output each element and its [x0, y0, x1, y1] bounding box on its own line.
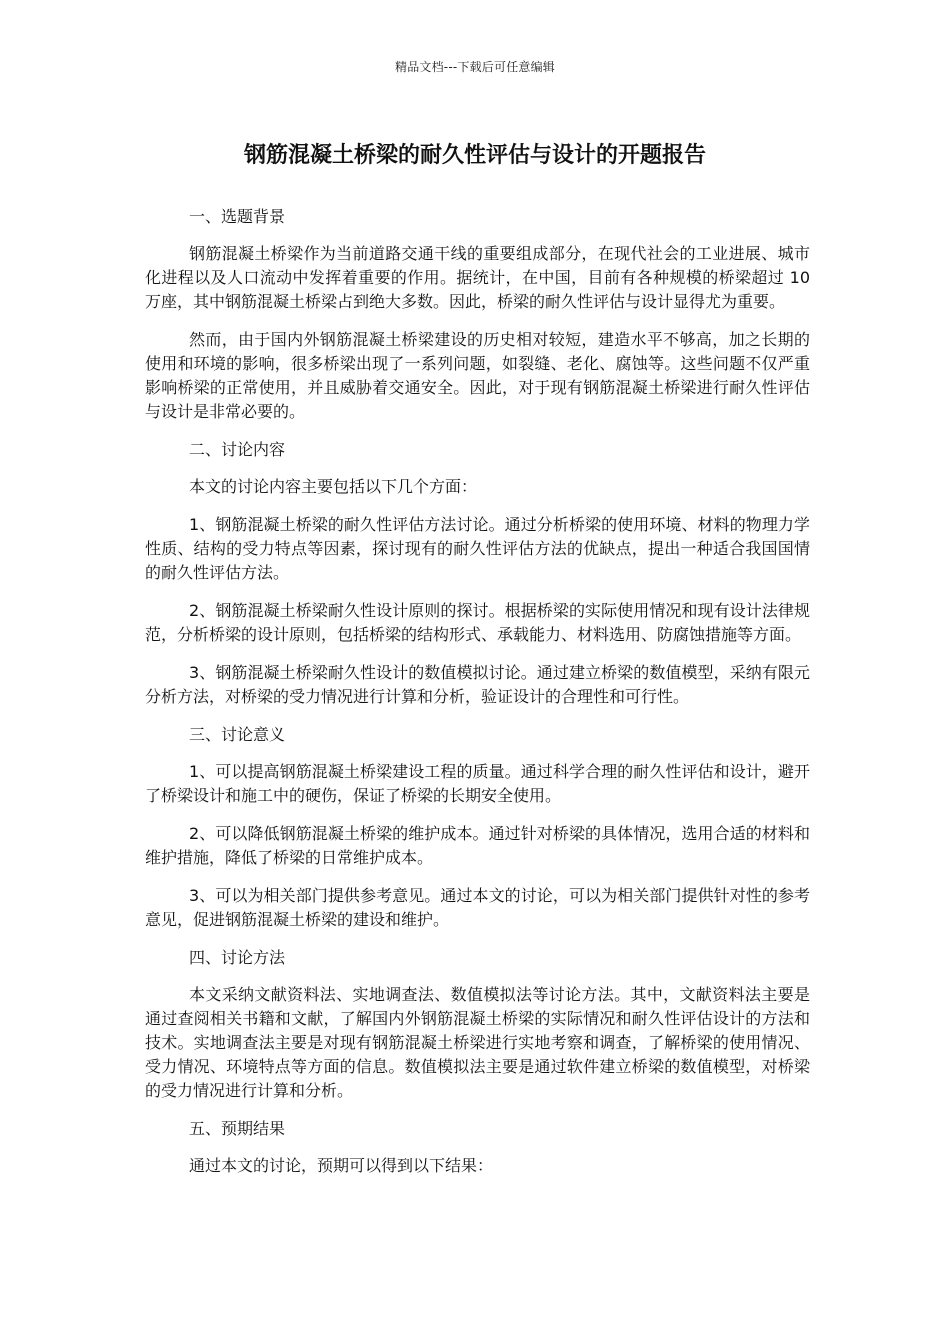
- paragraph: 本文采纳文献资料法、实地调查法、数值模拟法等讨论方法。其中，文献资料法主要是通过查阅相关书籍和文献，了解国内外钢筋混凝土桥梁的实际情况和耐久性评估设计的方法和技术。实地调查法主要是对现有钢筋混凝土桥梁进行实地考察和调查，了解桥梁的使用情况、受力情况、环境特点等方面的信息。数值模拟法主要是通过软件建立桥梁的数值模型，对桥梁的受力情况进行计算和分析。: [145, 985, 810, 1100]
- paragraph: 然而，由于国内外钢筋混凝土桥梁建设的历史相对较短，建造水平不够高，加之长期的使用和环境的影响，很多桥梁出现了一系列问题，如裂缝、老化、腐蚀等。这些问题不仅严重影响桥梁的正常使用，并且威胁着交通安全。因此，对于现有钢筋混凝土桥梁进行耐久性评估与设计是非常必要的。: [145, 330, 810, 421]
- header-note: 精品文档---下载后可任意编辑: [395, 60, 555, 74]
- paragraph: 2、可以降低钢筋混凝土桥梁的维护成本。通过针对桥梁的具体情况，选用合适的材料和维护措施，降低了桥梁的日常维护成本。: [145, 824, 810, 867]
- document-body: [145, 205, 810, 1192]
- document-title: 钢筋混凝土桥梁的耐久性评估与设计的开题报告: [243, 143, 706, 168]
- paragraph: 钢筋混凝土桥梁作为当前道路交通干线的重要组成部分，在现代社会的工业进展、城市化进程以及人口流动中发挥着重要的作用。据统计，在中国，目前有各种规模的桥梁超过 10 万座，其中钢筋混凝土桥梁占到绝大多数。因此，桥梁的耐久性评估与设计显得尤为重要。: [145, 244, 810, 311]
- section-heading-expected-results: 五、预期结果: [189, 1119, 286, 1138]
- paragraph: 1、可以提高钢筋混凝土桥梁建设工程的质量。通过科学合理的耐久性评估和设计，避开了桥梁设计和施工中的硬伤，保证了桥梁的长期安全使用。: [145, 762, 810, 805]
- paragraph: 1、钢筋混凝土桥梁的耐久性评估方法讨论。通过分析桥梁的使用环境、材料的物理力学性质、结构的受力特点等因素，探讨现有的耐久性评估方法的优缺点，提出一种适合我国国情的耐久性评估方法。: [145, 515, 810, 582]
- section-heading-content: 二、讨论内容: [189, 440, 286, 459]
- paragraph: 3、钢筋混凝土桥梁耐久性设计的数值模拟讨论。通过建立桥梁的数值模型，采纳有限元分析方法，对桥梁的受力情况进行计算和分析，验证设计的合理性和可行性。: [145, 663, 810, 706]
- paragraph: 通过本文的讨论，预期可以得到以下结果：: [189, 1156, 494, 1175]
- section-heading-methods: 四、讨论方法: [189, 948, 286, 967]
- section-heading-significance: 三、讨论意义: [189, 725, 286, 744]
- section-heading-background: 一、选题背景: [189, 207, 286, 226]
- paragraph: 本文的讨论内容主要包括以下几个方面：: [189, 477, 478, 496]
- paragraph: 3、可以为相关部门提供参考意见。通过本文的讨论，可以为相关部门提供针对性的参考意见，促进钢筋混凝土桥梁的建设和维护。: [145, 886, 810, 929]
- paragraph: 2、钢筋混凝土桥梁耐久性设计原则的探讨。根据桥梁的实际使用情况和现有设计法律规范，分析桥梁的设计原则，包括桥梁的结构形式、承载能力、材料选用、防腐蚀措施等方面。: [145, 601, 810, 644]
